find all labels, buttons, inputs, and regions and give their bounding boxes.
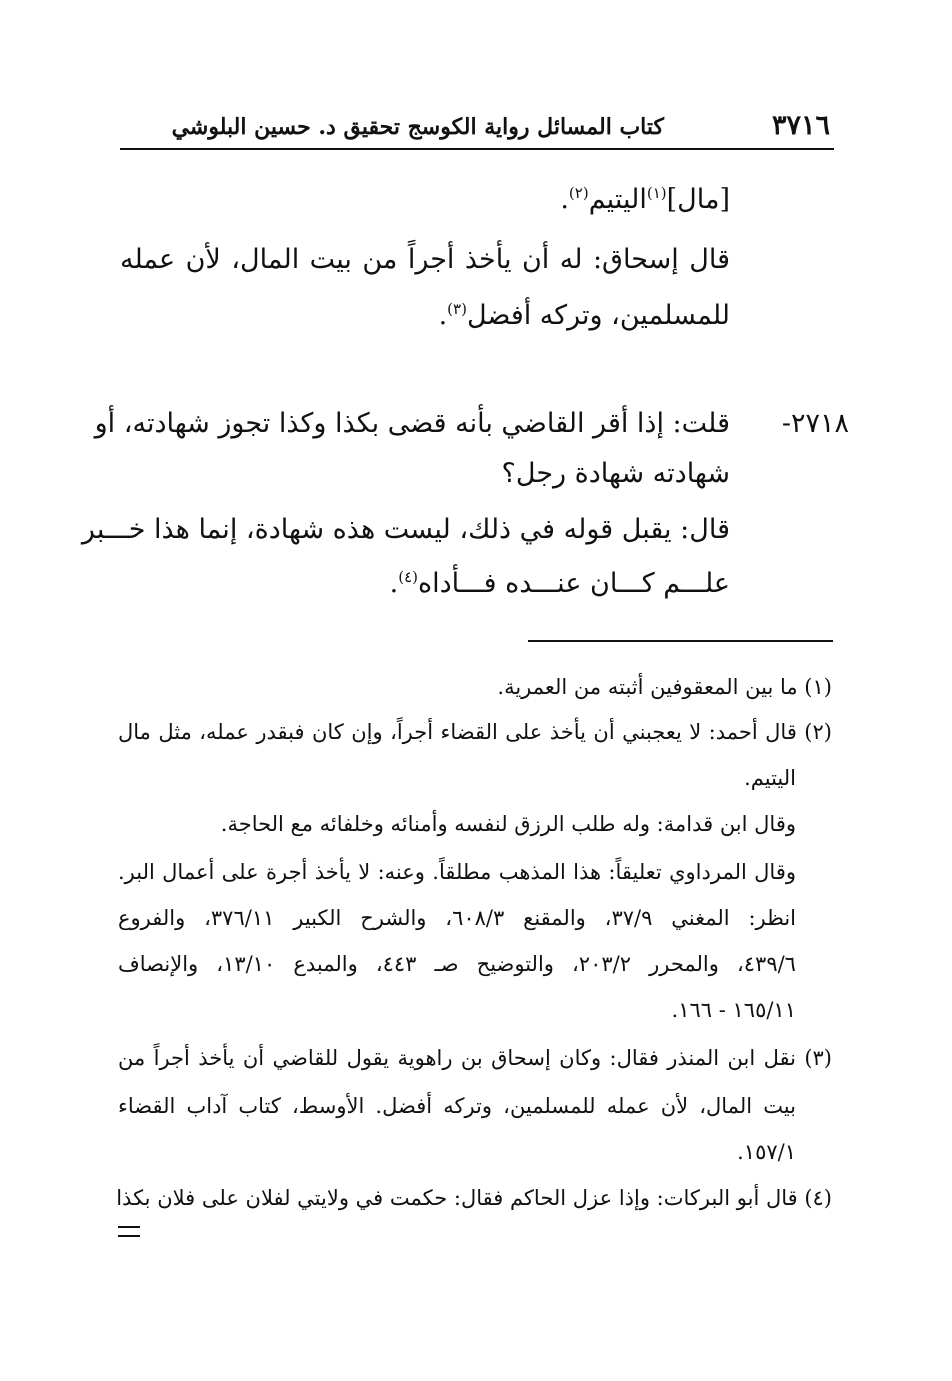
question-number: ٢٧١٨- — [781, 408, 849, 439]
running-title: كتاب المسائل رواية الكوسج تحقيق د. حسين البلوشي — [171, 114, 664, 140]
continuation-mark — [118, 1226, 140, 1237]
main-line-1 — [560, 184, 730, 215]
main-line-3 — [439, 300, 730, 331]
main-line-2: قال إسحاق: له أن يأخذ أجراً من بيت المال، لأن عمله — [120, 244, 730, 275]
footnote-ref-3: (٣) — [447, 300, 467, 318]
footnote-2-line-3: وقال ابن قدامة: وله طلب الرزق لنفسه وأمنائه وخلفائه مع الحاجة. — [220, 812, 796, 836]
footnote-separator — [528, 640, 833, 642]
footnote-3-line-2: بيت المال، لأن عمله للمسلمين، وتركه أفضل. الأوسط، كتاب آداب القضاء — [118, 1094, 796, 1118]
page-header — [120, 108, 834, 150]
footnote-2-line-6: ٤٣٩/٦، والمحرر ٢٠٣/٢، والتوضيح صـ ٤٤٣، والمبدع ١٣/١٠، والإنصاف — [118, 952, 796, 976]
footnote-2-line-5: انظر: المغني ٣٧/٩، والمقنع ٦٠٨/٣، والشرح الكبير ٣٧٦/١١، والفروع — [118, 906, 797, 930]
footnote-ref-1: (١) — [646, 184, 667, 202]
footnote-2-line-1: (٢) قال أحمد: لا يعجبني أن يأخذ على القضاء أجراً، وإن كان فبقدر عمله، مثل مال — [118, 720, 832, 744]
text-knowledge: علـــم كـــان عنـــده فـــأداه — [418, 568, 730, 599]
line-end-dot: . — [438, 300, 448, 331]
text-muslims: للمسلمين، وتركه أفضل — [466, 300, 730, 331]
footnote-2-line-4: وقال المرداوي تعليقاً: هذا المذهب مطلقاً. وعنه: لا يأخذ أجرة على أعمال البر. — [118, 860, 796, 884]
footnote-3-line-3: ١٥٧/١. — [737, 1140, 796, 1164]
bracket-text: [مال] — [666, 184, 730, 215]
footnote-1: (١) ما بين المعقوفين أثبته من العمرية. — [497, 675, 832, 699]
line-end-dot: . — [560, 184, 569, 215]
answer-line-1: قال: يقبل قوله في ذلك، ليست هذه شهادة، إنما هذا خـــبر — [81, 514, 730, 545]
answer-line-2 — [390, 568, 730, 599]
footnote-2-line-7: ١٦٥/١١ - ١٦٦. — [671, 998, 796, 1022]
text-orphan: اليتيم — [588, 184, 647, 215]
question-line-2: شهادته شهادة رجل؟ — [501, 458, 730, 489]
footnote-ref-4: (٤) — [398, 568, 419, 586]
footnote-4-line-1: (٤) قال أبو البركات: وإذا عزل الحاكم فقال: حكمت في ولايتي لفلان على فلان بكذا — [116, 1186, 832, 1210]
question-line-1: قلت: إذا أقر القاضي بأنه قضى بكذا وكذا تجوز شهادته، أو — [94, 408, 730, 439]
line-end-dot: . — [389, 568, 399, 599]
footnote-ref-2: (٢) — [568, 184, 589, 202]
footnote-3-line-1: (٣) نقل ابن المنذر فقال: وكان إسحاق بن راهوية يقول للقاضي أن يأخذ أجراً من — [118, 1046, 832, 1070]
footnote-2-line-2: اليتيم. — [744, 766, 796, 790]
page-number: ٣٧١٦ — [771, 110, 830, 141]
